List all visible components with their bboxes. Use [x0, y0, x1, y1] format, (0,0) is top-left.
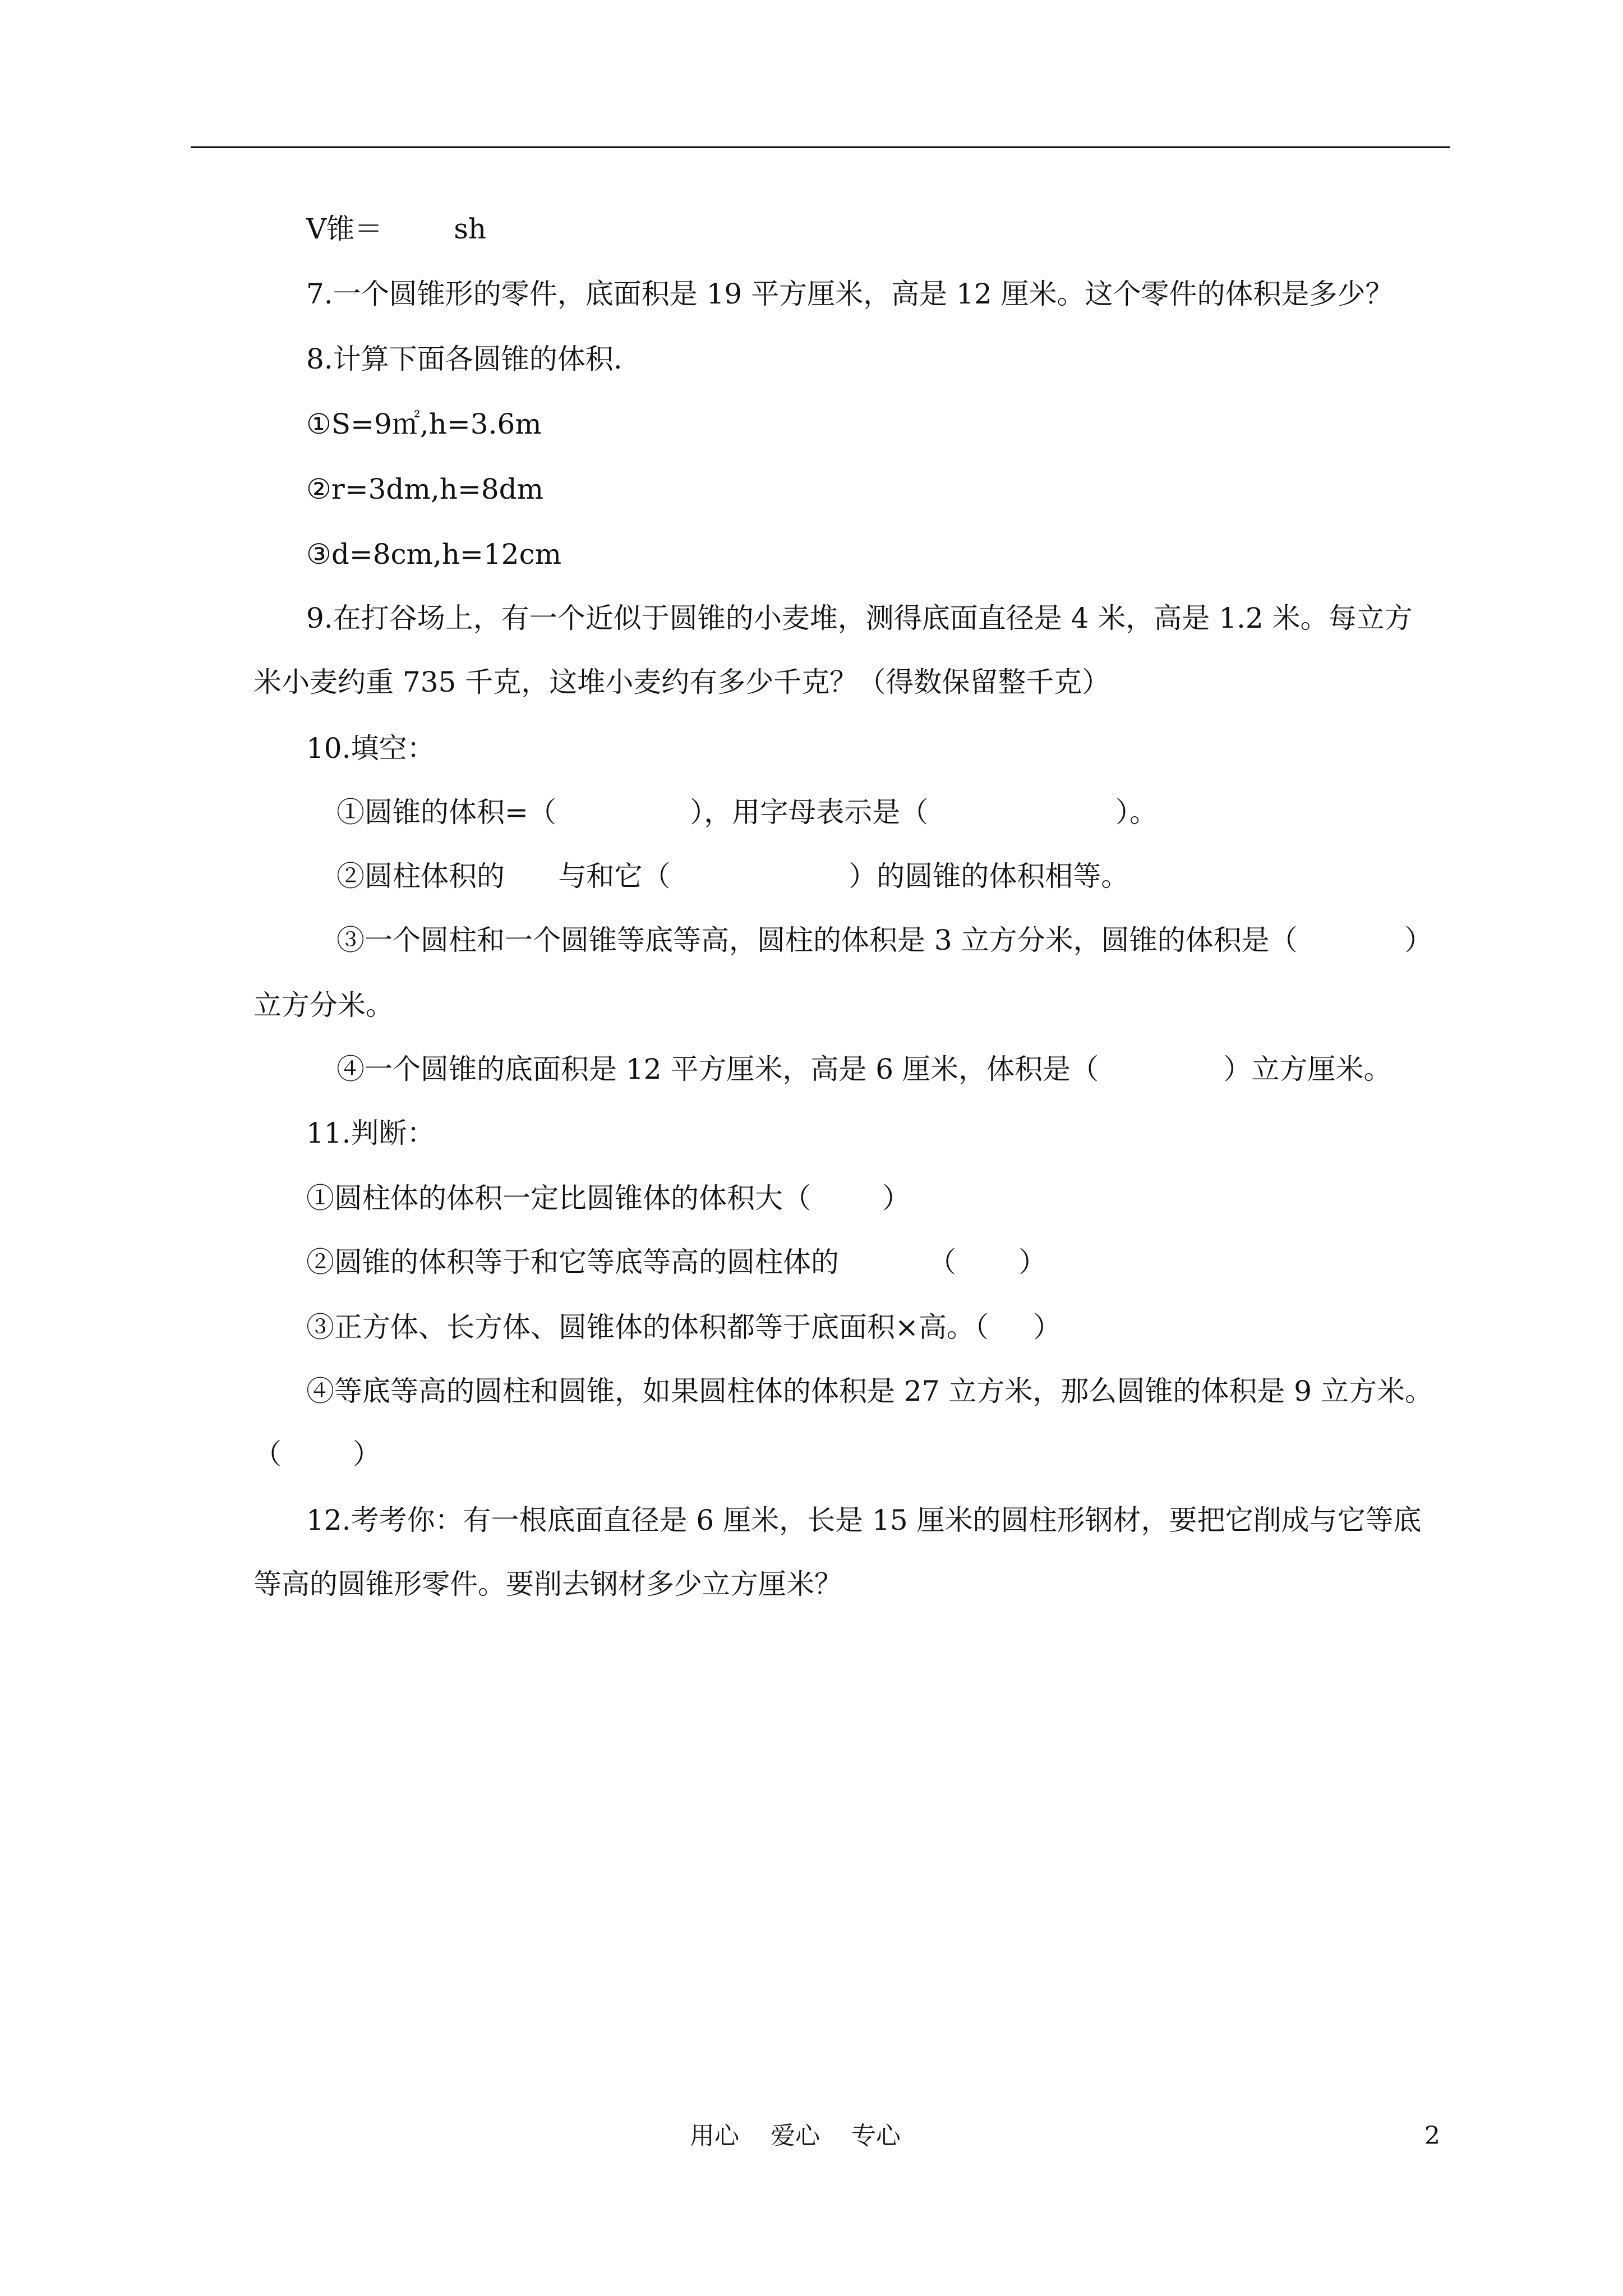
question-10-item-4: ④一个圆锥的底面积是 12 平方厘米，高是 6 厘米，体积是（ ）立方厘米。 — [336, 1053, 1392, 1085]
question-10-item-2: ②圆柱体积的 与和它（ ）的圆锥的体积相等。 — [336, 860, 1129, 892]
question-10-item-3: ③一个圆柱和一个圆锥等底等高，圆柱的体积是 3 立方分米，圆锥的体积是（ ） — [336, 924, 1433, 956]
formula-v-cone: V锥＝ sh — [306, 213, 487, 245]
header-rule — [191, 146, 1450, 148]
question-12-line-2: 等高的圆锥形零件。要削去钢材多少立方厘米？ — [253, 1568, 842, 1600]
question-8-item-2: ②r=3dm,h=8dm — [306, 473, 544, 505]
question-10-item-3-cont: 立方分米。 — [253, 989, 394, 1022]
question-11-item-4-answer: （ ） — [253, 1438, 381, 1470]
question-8-item-3: ③d=8cm,h=12cm — [306, 538, 561, 570]
question-10-item-1: ①圆锥的体积=（ ），用字母表示是（ ）。 — [336, 796, 1158, 829]
question-9-line-2: 米小麦约重 735 千克，这堆小麦约有多少千克？（得数保留整千克） — [253, 666, 1110, 698]
question-10: 10.填空： — [306, 732, 435, 765]
question-11-item-2: ②圆锥的体积等于和它等底等高的圆柱体的 （ ） — [306, 1246, 1047, 1278]
question-7: 7.一个圆锥形的零件，底面积是 19 平方厘米，高是 12 厘米。这个零件的体积是多少？ — [306, 278, 1394, 310]
footer-motto: 用心 爱心 专心 — [690, 2122, 901, 2150]
question-11-item-1: ①圆柱体的体积一定比圆锥体的体积大（ ） — [306, 1182, 911, 1214]
question-11: 11.判断： — [306, 1117, 435, 1149]
page-number: 2 — [1424, 2122, 1440, 2150]
question-11-item-4: ④等底等高的圆柱和圆锥，如果圆柱体的体积是 27 立方米，那么圆锥的体积是 9 立方米。 — [306, 1375, 1433, 1407]
question-12-line-1: 12.考考你：有一根底面直径是 6 厘米，长是 15 厘米的圆柱形钢材，要把它削成与它等底 — [306, 1504, 1422, 1536]
question-8-item-1: ①S=9㎡,h=3.6m — [306, 408, 542, 440]
question-11-item-3: ③正方体、长方体、圆锥体的体积都等于底面积×高。（ ） — [306, 1311, 1062, 1343]
question-8: 8.计算下面各圆锥的体积. — [306, 343, 623, 375]
question-9-line-1: 9.在打谷场上，有一个近似于圆锥的小麦堆，测得底面直径是 4 米，高是 1.2 米。每立方 — [306, 602, 1413, 634]
